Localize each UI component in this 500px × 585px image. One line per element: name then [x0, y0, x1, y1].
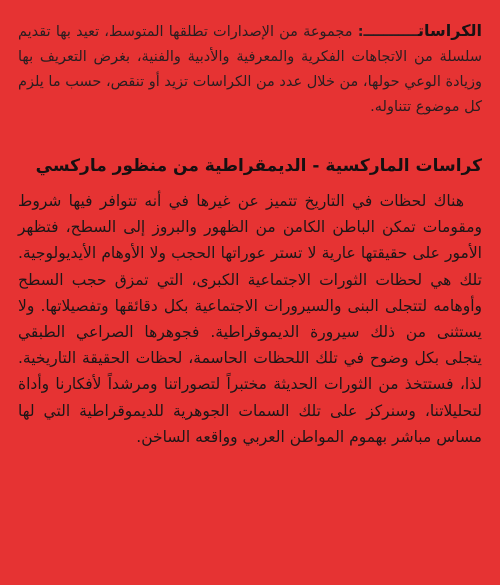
series-name-dashes: ـــــــــــ: [357, 24, 419, 40]
series-description [18, 18, 482, 120]
series-description-text: مجموعة من الإصدارات تطلقها المتوسط، تعيد بها تقديم سلسلة من الاتجاهات الفكرية والمعرفية والأدبية والفنية، بغرض التعريف بها وزيادة الوعي حولها، من خلال عدد من الكراسات تزيد أو تنقص، حسب ما يلزم كل موضوع تتناوله. [18, 24, 482, 115]
book-title: كراسات الماركسية - الديمقراطية من منظور ماركسي [35, 156, 482, 176]
blurb-paragraph: هناك لحظات في التاريخ تتميز عن غيرها في أنه تتوافر فيها شروط ومقومات تمكن الباطن الكامن من الظهور والبروز إلى السطح، فتظهر الأمور على حقيقتها عارية لا تستر عوراتها الحجب ولا الأوهام الأيديولوجية. تلك هي لحظات الثورات الاجتماعية الكبرى، التي تمزق حجب السطح وأوهامه لتتجلى البنى والسيرورات الاجتماعية بكل دقائقها وتفصيلاتها. ولا يستثنى من ذلك سيرورة الديموقراطية. فجوهرها الصراعي الطبقي يتجلى بكل وضوح في تلك اللحظات الحاسمة، لحظات الحقيقة التاريخية. لذا، فستتخذ من الثورات الحديثة مختبراً لتصوراتنا ومرشداً لأفكارنا وأداة لتحليلاتنا، وسنركز على تلك السمات الجوهرية للديموقراطية التي لها مساس مباشر بهموم المواطن العربي وواقعه الساخن. [18, 192, 482, 446]
series-name: الكراسات [418, 21, 482, 40]
